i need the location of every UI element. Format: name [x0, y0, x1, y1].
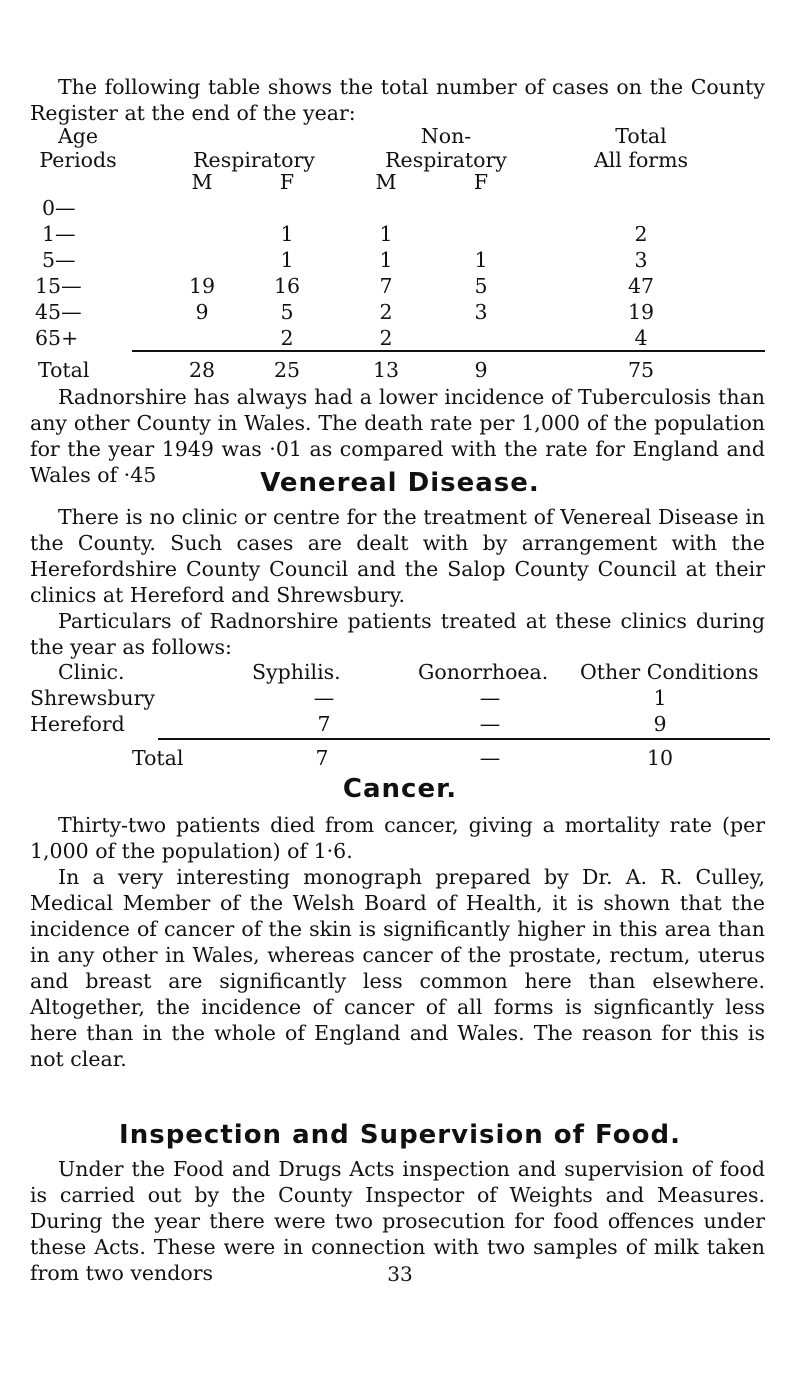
table-row-age: 1—	[42, 222, 76, 246]
table-cell: 19	[188, 274, 216, 298]
vd-row-clinic: Shrewsbury	[30, 686, 155, 710]
page-number: 33	[387, 1262, 413, 1286]
vd-cell: —	[479, 712, 501, 736]
table-cell: 3	[634, 248, 648, 272]
header-age: Age	[57, 124, 99, 148]
table-row-age: 0—	[42, 196, 76, 220]
venereal-paragraph-1: There is no clinic or centre for the treatment of Venereal Disease in the County. Such cases are dealt with by arrangement with the Herefordshire County Council and the Salop County Council at their clinics at Hereford and Shrewsbury.	[30, 505, 765, 607]
vd-row-clinic: Hereford	[30, 712, 125, 736]
vd-totals-cell: —	[479, 746, 501, 770]
header-nonresp-f: F	[473, 170, 489, 194]
header-non: Non-	[420, 124, 472, 148]
table-divider	[132, 350, 765, 352]
table-row-age: 5—	[42, 248, 76, 272]
totals-cell: 28	[188, 358, 216, 382]
vd-totals-cell: 10	[646, 746, 674, 770]
totals-cell: 75	[627, 358, 655, 382]
food-heading: Inspection and Supervision of Food.	[119, 1120, 681, 1150]
vd-cell: 1	[653, 686, 667, 710]
food-paragraph-1: Under the Food and Drugs Acts inspection and supervision of food is carried out by the County Inspector of Weights and Measures. During the year there were two prosecution for food offences under these Acts. These were in connection with two samples of milk taken from two vendors	[30, 1157, 765, 1285]
header-nonrespiratory: Respiratory	[385, 148, 507, 172]
table-cell: 7	[379, 274, 393, 298]
table-row-age: 65+	[35, 326, 79, 350]
header-all-forms: All forms	[593, 148, 689, 172]
totals-label: Total	[38, 358, 90, 382]
table-row-age: 15—	[35, 274, 82, 298]
vd-cell: —	[313, 686, 335, 710]
cancer-paragraph-2: In a very interesting monograph prepared by Dr. A. R. Culley, Medical Member of the Welsh Board of Health, it is shown that the incidence of cancer of the skin is significantly higher in this area than in any other in Wales, whereas cancer of the prostate, rectum, uterus and breast are significantly less common here than elsewhere. Altogether, the incidence of cancer of all forms is signficantly less here than in the whole of England and Wales. The reason for this is not clear.	[30, 865, 765, 1071]
vd-totals-cell: 7	[315, 746, 329, 770]
totals-cell: 25	[273, 358, 301, 382]
table-cell: 1	[379, 248, 393, 272]
header-respiratory: Respiratory	[193, 148, 315, 172]
table-cell: 2	[280, 326, 294, 350]
vd-header-clinic: Clinic.	[58, 660, 125, 684]
table-cell: 16	[273, 274, 301, 298]
header-resp-m: M	[191, 170, 213, 194]
table-cell: 2	[379, 300, 393, 324]
vd-cell: 7	[317, 712, 331, 736]
vd-header-other: Other Conditions	[580, 660, 759, 684]
table-cell: 4	[634, 326, 648, 350]
table-cell: 19	[627, 300, 655, 324]
vd-cell: —	[479, 686, 501, 710]
table-cell: 1	[280, 222, 294, 246]
header-nonresp-m: M	[375, 170, 397, 194]
header-periods: Periods	[39, 148, 117, 172]
totals-cell: 9	[474, 358, 488, 382]
vd-header-syphilis: Syphilis.	[252, 660, 341, 684]
table-row-age: 45—	[35, 300, 82, 324]
vd-header-gonorrhoea: Gonorrhoea.	[418, 660, 549, 684]
header-total: Total	[615, 124, 667, 148]
table-cell: 9	[195, 300, 209, 324]
vd-totals-label: Total	[132, 746, 184, 770]
table-cell: 1	[379, 222, 393, 246]
totals-cell: 13	[372, 358, 400, 382]
table-cell: 3	[474, 300, 488, 324]
venereal-heading: Venereal Disease.	[260, 468, 540, 498]
table-cell: 47	[627, 274, 655, 298]
table-cell: 5	[474, 274, 488, 298]
vd-table-divider	[158, 738, 770, 740]
table-cell: 1	[474, 248, 488, 272]
cancer-paragraph-1: Thirty-two patients died from cancer, giving a mortality rate (per 1,000 of the population) of 1·6.	[30, 813, 765, 863]
venereal-paragraph-2: Particulars of Radnorshire patients treated at these clinics during the year as follows:	[30, 609, 765, 659]
table-cell: 1	[280, 248, 294, 272]
vd-cell: 9	[653, 712, 667, 736]
table-cell: 2	[379, 326, 393, 350]
header-resp-f: F	[279, 170, 295, 194]
table-cell: 5	[280, 300, 294, 324]
table-cell: 2	[634, 222, 648, 246]
intro-paragraph: The following table shows the total number of cases on the County Register at the end of the year:	[30, 75, 765, 125]
tb-paragraph: Radnorshire has always had a lower incidence of Tuberculosis than any other County in Wales. The death rate per 1,000 of the population for the year 1949 was ·01 as compared with the rate for England and Wales of ·45	[30, 385, 765, 487]
cancer-heading: Cancer.	[342, 774, 458, 804]
